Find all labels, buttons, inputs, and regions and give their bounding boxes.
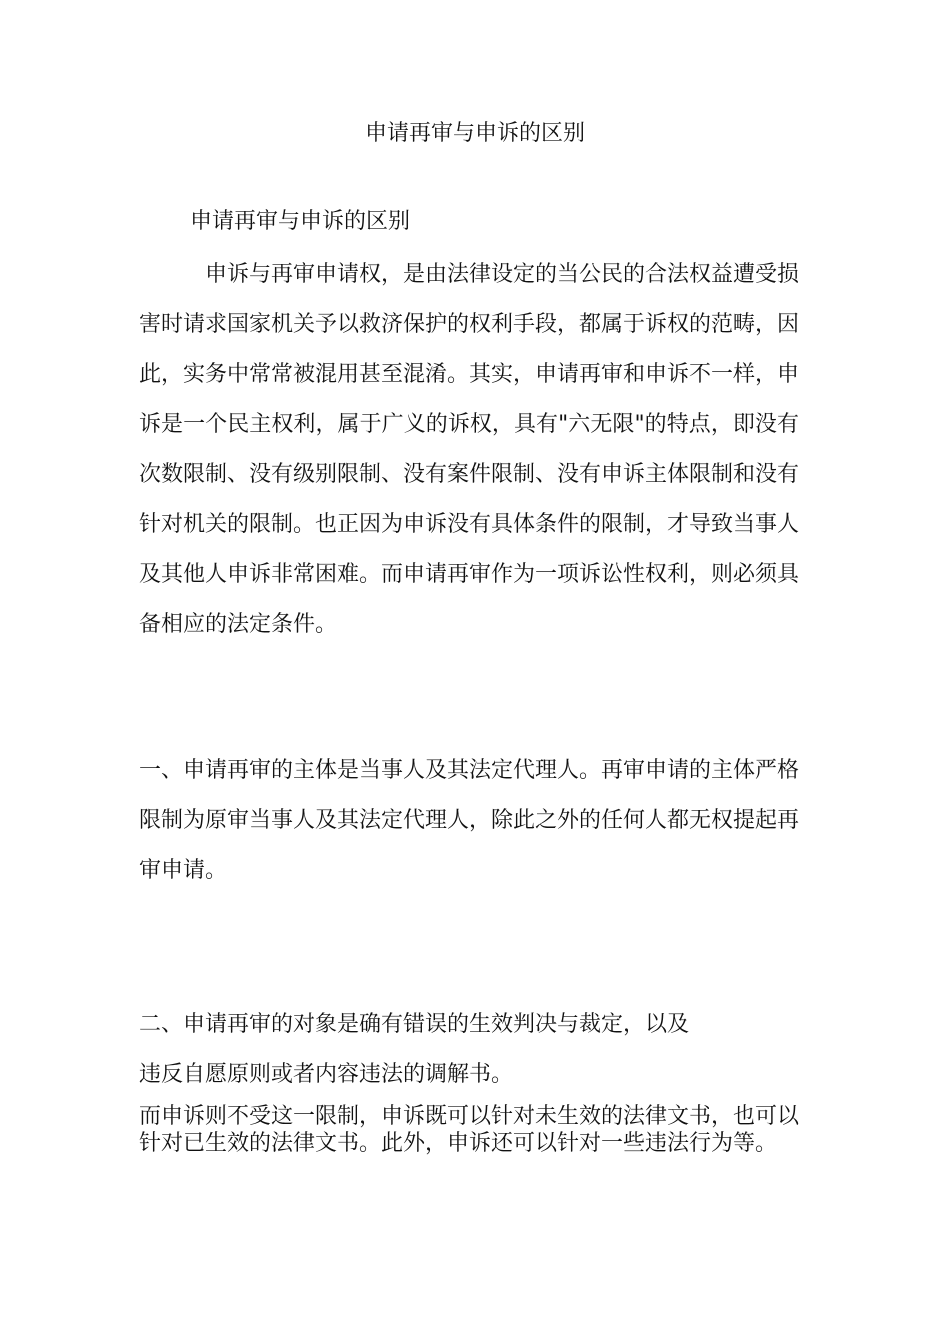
section-2-line-2: 违反自愿原则或者内容违法的调解书。: [139, 1062, 514, 1087]
document-title: 申请再审与申诉的区别: [364, 121, 585, 146]
section-2-continuation: 而申诉则不受这一限制，申诉既可以针对未生效的法律文书，也可以针对已生效的法律文书。此外，申诉还可以针对一些违法行为等。: [139, 1104, 800, 1156]
document-subtitle: 申请再审与申诉的区别: [190, 209, 411, 234]
section-2-line-1: 二、申请再审的对象是确有错误的生效判决与裁定，以及: [139, 1012, 690, 1037]
section-2-heading-block: [139, 1000, 799, 1100]
intro-paragraph: 申诉与再审申请权，是由法律设定的当公民的合法权益遭受损害时请求国家机关予以救济保护的权利手段，都属于诉权的范畴，因此，实务中常常被混用甚至混淆。其实，申请再审和申诉不一样，申诉是一个民主权利，属于广义的诉权，具有"六无限"的特点，即没有次数限制、没有级别限制、没有案件限制、没有申诉主体限制和没有针对机关的限制。也正因为申诉没有具体条件的限制，才导致当事人及其他人申诉非常困难。而申请再审作为一项诉讼性权利，则必须具备相应的法定条件。: [139, 262, 800, 637]
section-1-paragraph: 一、申请再审的主体是当事人及其法定代理人。再审申请的主体严格限制为原审当事人及其法定代理人，除此之外的任何人都无权提起再审申请。: [139, 758, 800, 883]
